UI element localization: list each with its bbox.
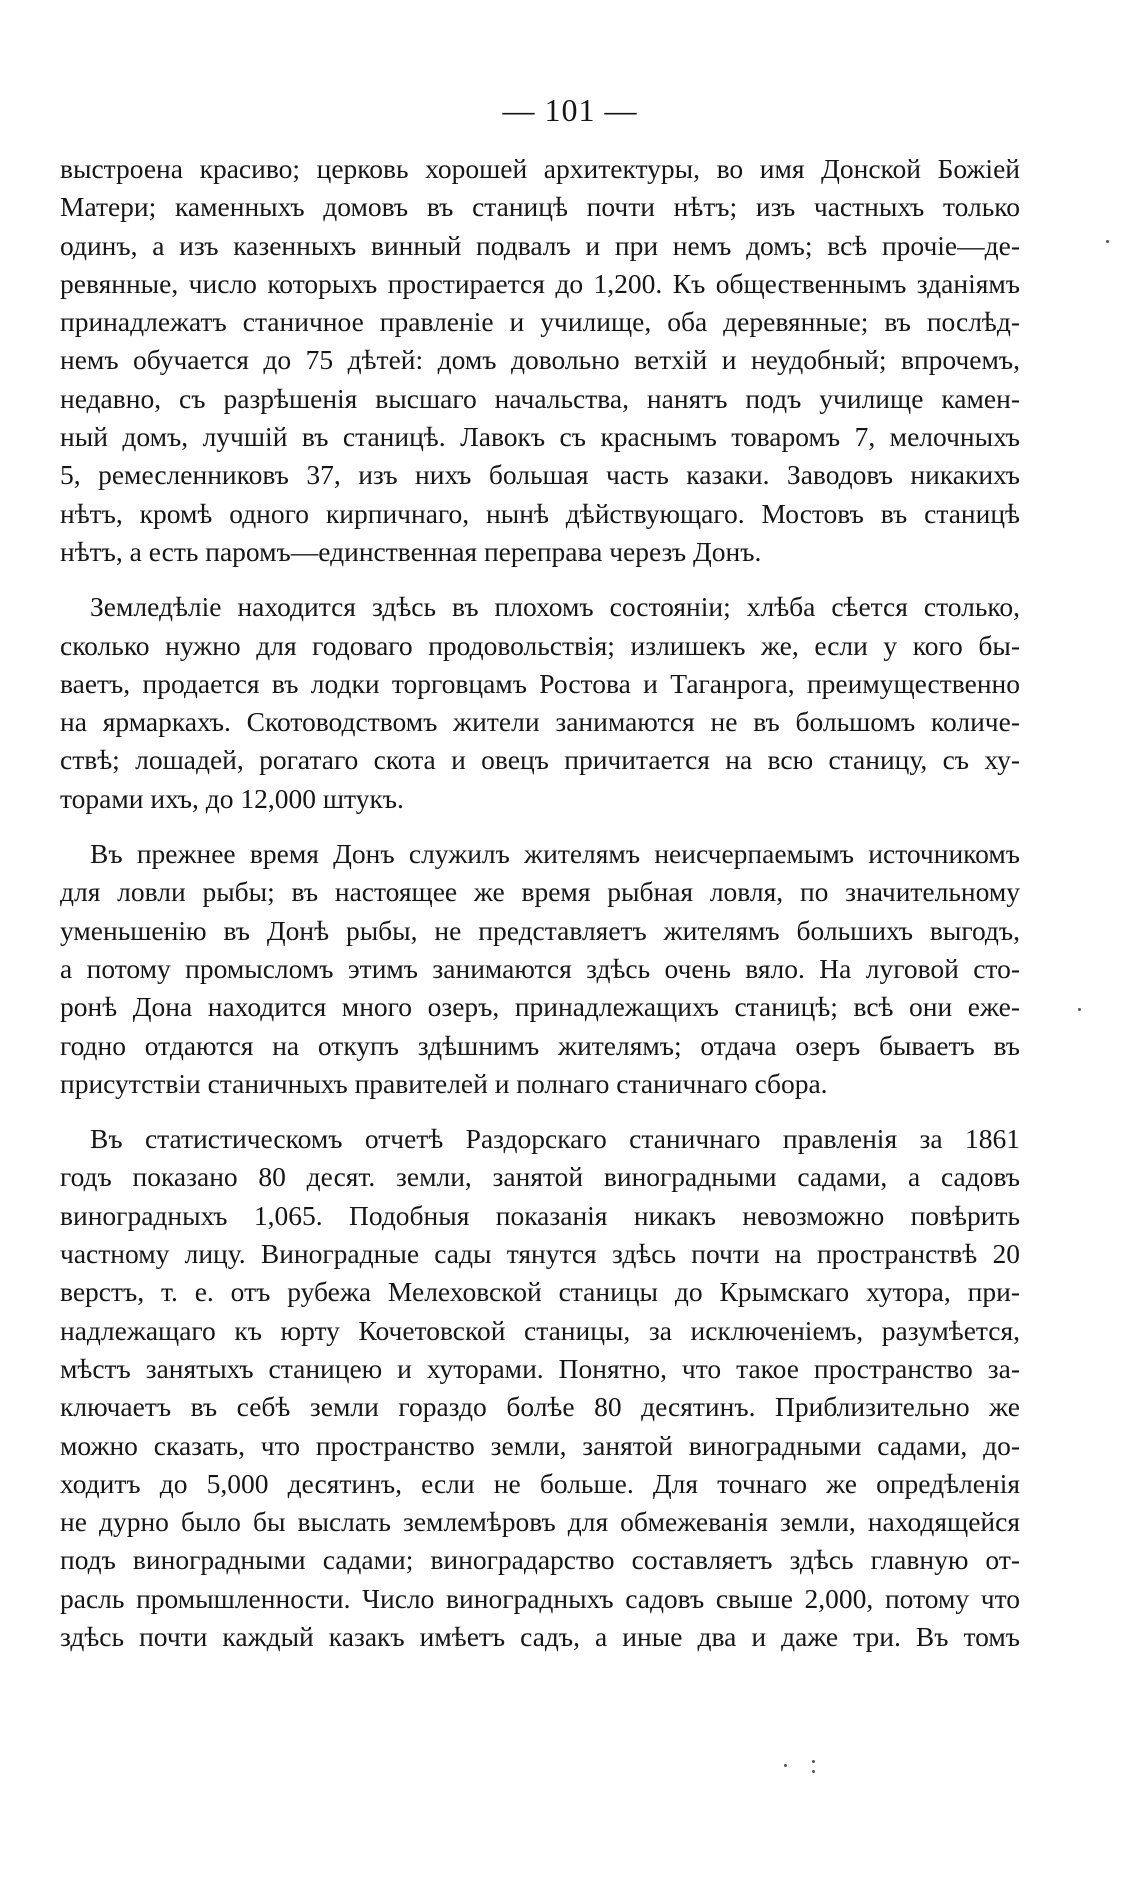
paragraph-1	[60, 150, 1020, 571]
text-line: не дурно было бы выслать землемѣровъ для обмежеванія земли, находящейся	[60, 1506, 1020, 1538]
scan-speck	[812, 1770, 815, 1773]
text-line: можно сказать, что пространство земли, занятой виноградными садами, до-	[60, 1429, 1020, 1461]
text-line: Матери; каменныхъ домовъ въ станицѣ почти нѣтъ; изъ частныхъ только	[60, 191, 1020, 223]
text-line: нѣтъ, кромѣ одного кирпичнаго, нынѣ дѣйствующаго. Мостовъ въ станицѣ	[60, 497, 1020, 529]
text-line: ный домъ, лучшій въ станицѣ. Лавокъ съ краснымъ товаромъ 7, мелочныхъ	[60, 421, 1020, 453]
text-line: годно отдаются на откупъ здѣшнимъ жителямъ; отдача озеръ бываетъ въ	[60, 1029, 1020, 1061]
page-number: — 101 —	[502, 92, 638, 128]
scan-speck	[784, 1764, 787, 1767]
text-line: нѣтъ, а есть паромъ—единственная переправа черезъ Донъ.	[60, 535, 762, 567]
text-line: верстъ, т. е. отъ рубежа Мелеховской станицы до Крымскаго хутора, при-	[60, 1276, 1020, 1308]
text-line: здѣсь почти каждый казакъ имѣетъ садъ, а иные два и даже три. Въ томъ	[60, 1620, 1020, 1652]
paragraph-3	[60, 835, 1020, 1103]
text-line: частному лицу. Виноградные сады тянутся здѣсь почти на пространствѣ 20	[60, 1238, 1020, 1270]
text-line: ваетъ, продается въ лодки торговцамъ Ростова и Таганрога, преимущественно	[60, 667, 1020, 699]
scan-speck	[1106, 240, 1109, 243]
text-line: расль промышленности. Число виноградныхъ садовъ свыше 2,000, потому что	[60, 1582, 1020, 1614]
text-line: ключаетъ въ себѣ земли гораздо болѣе 80 десятинъ. Приблизительно же	[60, 1391, 1020, 1423]
text-line: ствѣ; лошадей, рогатаго скота и овецъ причитается на всю станицу, съ ху-	[60, 744, 1020, 776]
text-line: годъ показано 80 десят. земли, занятой виноградными садами, а садовъ	[60, 1161, 1020, 1193]
scan-speck	[812, 1760, 815, 1763]
scan-speck	[1078, 1008, 1081, 1011]
text-line: выстроена красиво; церковь хорошей архитектуры, во имя Донской Божіей	[60, 153, 1020, 184]
text-line: Земледѣліе находится здѣсь въ плохомъ состояніи; хлѣба сѣется столько,	[90, 591, 1020, 623]
text-line: виноградныхъ 1,065. Подобныя показанія никакъ невозможно повѣрить	[60, 1199, 1020, 1231]
paragraph-2	[60, 588, 1020, 818]
text-line: торами ихъ, до 12,000 штукъ.	[60, 782, 404, 814]
text-line: уменьшенію въ Донѣ рыбы, не представляетъ жителямъ большихъ выгодъ,	[60, 914, 1020, 946]
paragraph-4	[60, 1120, 1020, 1656]
text-line: ходитъ до 5,000 десятинъ, если не больше. Для точнаго же опредѣленія	[60, 1467, 1020, 1499]
text-line: на ярмаркахъ. Скотоводствомъ жители занимаются не въ большомъ количе-	[60, 706, 1020, 738]
text-line: мѣстъ занятыхъ станицею и хуторами. Понятно, что такое пространство за-	[60, 1352, 1020, 1384]
text-line: для ловли рыбы; въ настоящее же время рыбная ловля, по значительному	[60, 876, 1020, 908]
text-line: присутствіи станичныхъ правителей и полнаго станичнаго сбора.	[60, 1067, 828, 1099]
text-line: а потому промысломъ этимъ занимаются здѣсь очень вяло. На луговой сто-	[60, 952, 1020, 984]
text-line: принадлежатъ станичное правленіе и училище, оба деревянные; въ послѣд-	[60, 306, 1020, 338]
text-line: немъ обучается до 75 дѣтей: домъ довольно ветхій и неудобный; впрочемъ,	[60, 344, 1020, 376]
text-line: ревянные, число которыхъ простирается до 1,200. Къ общественнымъ зданіямъ	[60, 267, 1020, 299]
text-line: ронѣ Дона находится много озеръ, принадлежащихъ станицѣ; всѣ они еже-	[60, 991, 1020, 1023]
text-line: одинъ, а изъ казенныхъ винный подвалъ и при немъ домъ; всѣ прочіе—де-	[60, 229, 1020, 261]
text-line: сколько нужно для годоваго продовольствія; излишекъ же, если у кого бы-	[60, 629, 1020, 661]
text-line: Въ статистическомъ отчетѣ Раздорскаго станичнаго правленія за 1861	[90, 1123, 1020, 1155]
text-line: недавно, съ разрѣшенія высшаго начальства, нанятъ подъ училище камен-	[60, 382, 1020, 414]
text-line: подъ виноградными садами; виноградарство составляетъ здѣсь главную от-	[60, 1544, 1020, 1576]
body-text	[60, 150, 1020, 1656]
text-line: Въ прежнее время Донъ служилъ жителямъ неисчерпаемымъ источникомъ	[90, 838, 1020, 870]
text-line: надлежащаго къ юрту Кочетовской станицы, за исключеніемъ, разумѣется,	[60, 1314, 1020, 1346]
text-line: 5, ремесленниковъ 37, изъ нихъ большая часть казаки. Заводовъ никакихъ	[60, 459, 1020, 491]
